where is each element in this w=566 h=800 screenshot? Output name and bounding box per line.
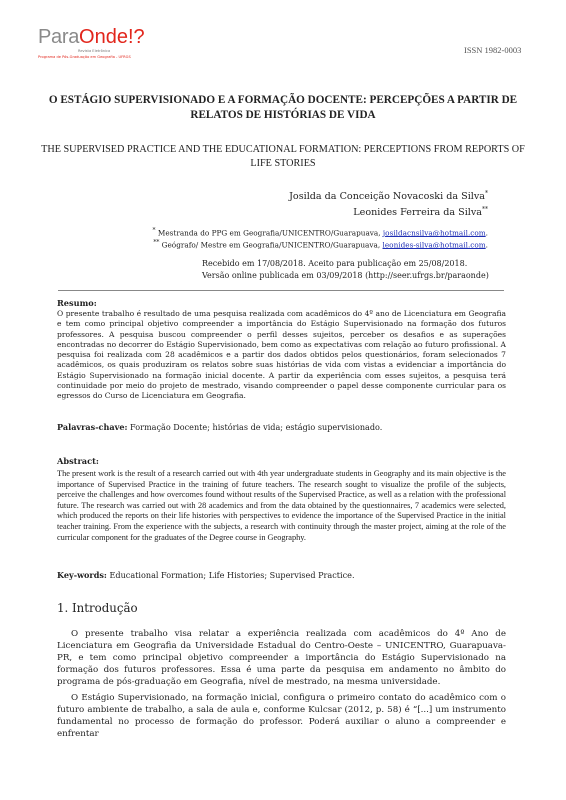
affiliation-2-email[interactable]: leonides-silva@hotmail.com: [382, 240, 486, 250]
keywords: [57, 570, 506, 580]
intro-paragraph-1: O presente trabalho visa relatar a experiência realizada com acadêmicos do 4º Ano de Licenciatura em Geografia da Universidade Estadual do Centro-Oeste – UNICENTRO, Guarapuava-PR, e tem como principal objetivo compreender a importância do Estágio Supervisionado na formação dos futuros professores. Essa é uma parte da pesquisa em andamento no âmbito do programa de pós-graduação em Geografia, nível de mestrado, na mesma universidade.: [57, 629, 506, 688]
affiliation-1-end: .: [485, 228, 488, 238]
palavras-chave-text: Formação Docente; histórias de vida; estágio supervisionado.: [130, 422, 383, 432]
keywords-text: Educational Formation; Life Histories; Supervised Practice.: [109, 570, 355, 580]
affiliation-1-email[interactable]: josildacnsilva@hotmail.com: [382, 228, 486, 238]
section-title-introducao: 1. Introdução: [57, 601, 138, 615]
author-1-mark: *: [485, 190, 488, 197]
affiliation-2-text: Geógrafo/ Mestre em Geografia/UNICENTRO/Guarapuava,: [161, 240, 381, 250]
resumo-text: O presente trabalho é resultado de uma pesquisa realizada com acadêmicos do 4º ano de Licenciatura em Geografia e tem como principal objetivo compreender a importância do Estágio Supervisionado na formação dos futuros professores. A pesquisa buscou compreender o perfil desses sujeitos, perceber os desafios e as superações encontradas no decorrer do Estágio Supervisionado, bem como as expectativas com relação ao futuro profissional. A pesquisa foi realizada com 28 acadêmicos e a partir dos dados obtidos pelos questionários, foram selecionados 7 acadêmicos, os quais produziram os relatos sobre suas histórias de vida com vistas a evidenciar a importância do Estágio Supervisionado na formação inicial docente. A partir da experiência com esses sujeitos, a pesquisa terá continuidade por meio do projeto de mestrado, visando compreender o papel desse componente curricular para os egressos do Curso de Licenciatura em Geografia.: [57, 309, 506, 401]
affiliation-2-mark: **: [153, 239, 160, 246]
affiliation-1-mark: *: [152, 227, 156, 234]
affiliation-1: [153, 227, 488, 237]
online-version-line: Versão online publicada em 03/09/2018 (http://seer.ufrgs.br/paraonde): [202, 271, 489, 280]
publication-dates: [202, 258, 489, 282]
author-1: [289, 190, 488, 202]
author-1-name: Josilda da Conceição Novacoski da Silva: [289, 191, 485, 203]
article-title: O ESTÁGIO SUPERVISIONADO E A FORMAÇÃO DOCENTE: PERCEPÇÕES A PARTIR DE RELATOS DE HISTÓRIAS DE VIDA: [48, 94, 518, 122]
article-title-english: THE SUPERVISED PRACTICE AND THE EDUCATIONAL FORMATION: PERCEPTIONS FROM REPORTS OF LIFE STORIES: [41, 144, 525, 169]
keywords-label: Key-words:: [57, 570, 107, 580]
received-line: Recebido em 17/08/2018. Aceito para publicação em 25/08/2018.: [202, 259, 468, 268]
intro-paragraph-2: O Estágio Supervisionado, na formação inicial, configura o primeiro contato do acadêmico com o futuro ambiente de trabalho, a sala de aula e, conforme Kulcsar (2012, p. 58) é “[...] um instrumento fundamental no processo de formação do professor. Poderá auxiliar o aluno a compreender e enfrentar: [57, 693, 506, 740]
author-2-mark: **: [482, 206, 488, 213]
logo-onde-text: Onde!?: [79, 26, 145, 48]
affiliation-1-text: Mestranda do PPG em Geografia/UNICENTRO/Guarapuava,: [157, 228, 381, 238]
abstract-heading: Abstract:: [57, 456, 99, 466]
author-2-name: Leonides Ferreira da Silva: [353, 207, 482, 219]
resumo-heading: Resumo:: [57, 298, 97, 308]
author-2: [353, 206, 488, 218]
affiliation-2-end: .: [485, 240, 488, 250]
logo-para-text: Para: [38, 26, 80, 48]
issn-label: ISSN 1982-0003: [464, 45, 522, 55]
palavras-chave: [57, 422, 506, 432]
affiliation-2: [153, 239, 488, 249]
journal-logo: [38, 26, 218, 71]
logo-subtitle: Revista Eletrônica: [78, 49, 111, 53]
logo-program: Programa de Pós-Graduação em Geografia - UFRGS: [38, 55, 131, 59]
divider: [58, 290, 504, 291]
abstract-text: The present work is the result of a research carried out with 4th year undergraduate students in Geography and its main objective is the importance of Supervised Practice in the training of future teachers. The research sought to visualize the profile of the subjects, perceive the challenges and how overcomes found without results of the Supervised Practice, as well as a relation with the professional future. The research was carried out with 28 academics and from the data obtained by the questionnaires, 7 academics were selected, which produced the reports on their life histories with perspectives to evidence the importance of the Supervised Practice in the initial teacher training. From the experience with the subjects, a research with continuity through the master project, aiming at the role of the curricular component for the graduates of the Degree course in Geography.: [57, 469, 506, 542]
palavras-chave-label: Palavras-chave:: [57, 422, 128, 432]
